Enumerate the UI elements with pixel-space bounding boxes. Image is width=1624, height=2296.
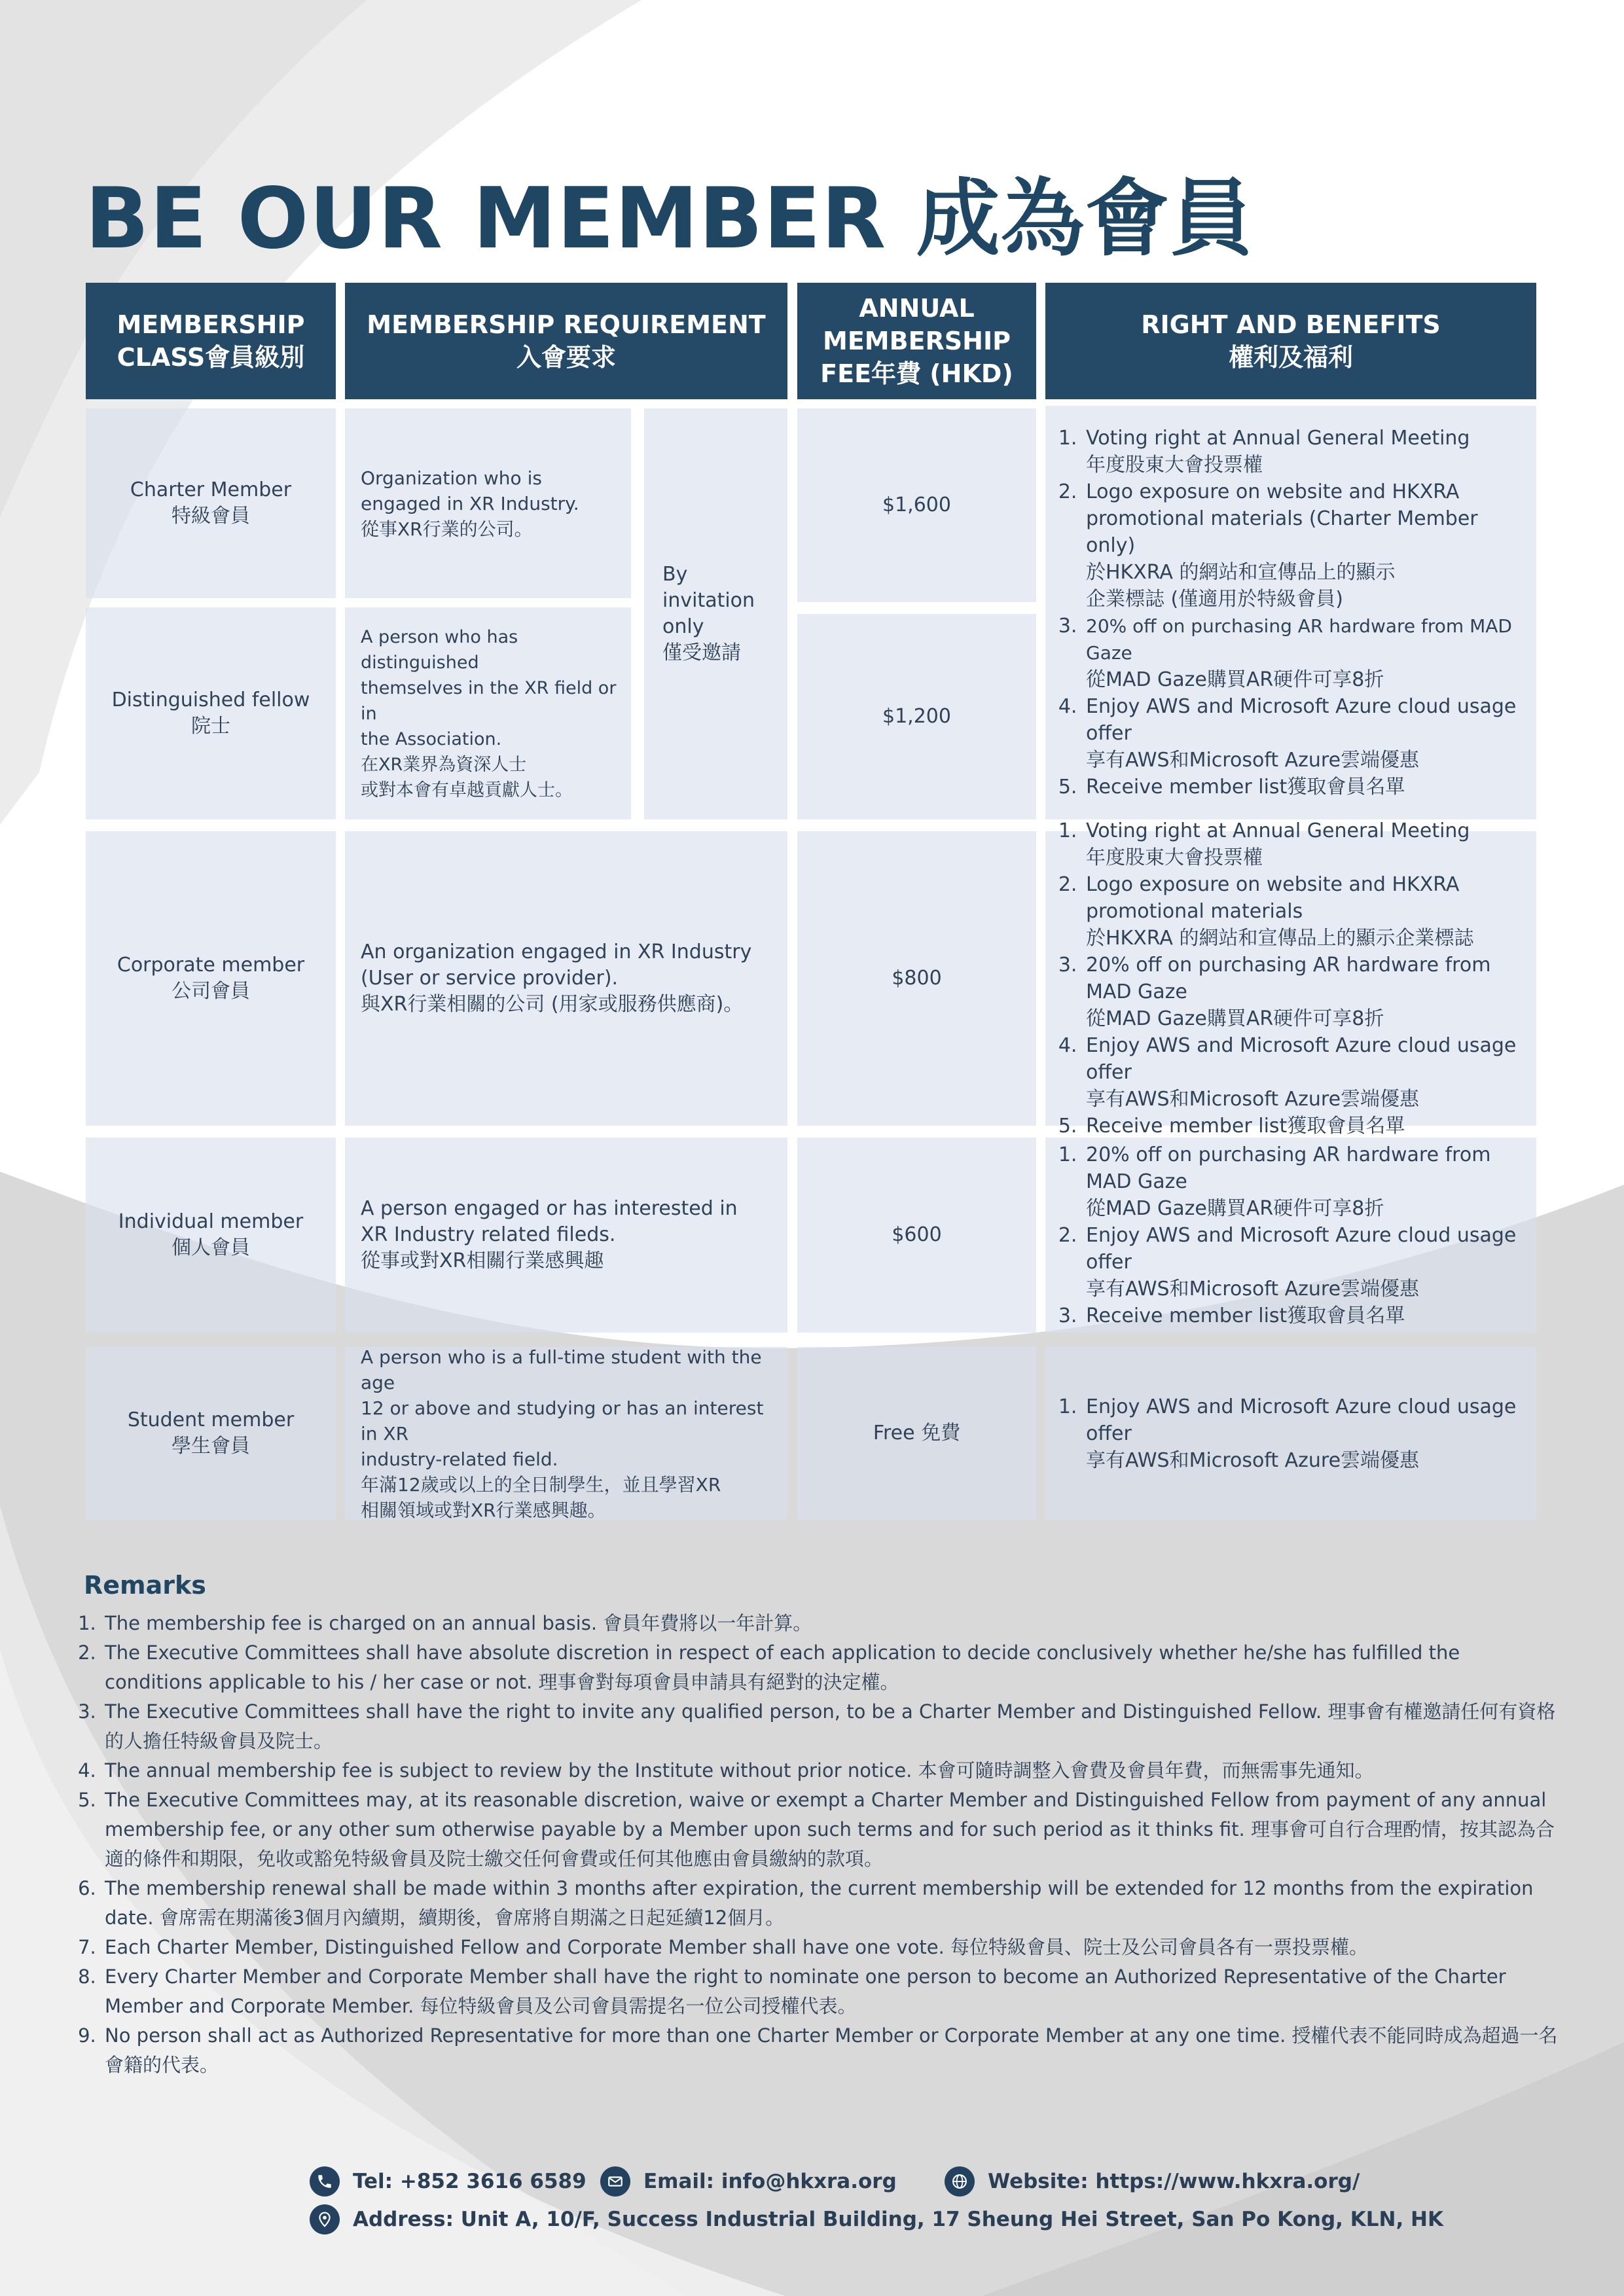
benefit-line: Receive member list獲取會員名單 (1086, 776, 1405, 798)
requirement-cell-individual (345, 1138, 787, 1333)
benefit-line: Enjoy AWS and Microsoft Azure cloud usage offer (1086, 695, 1517, 745)
benefit-item (1083, 1393, 1526, 1474)
benefit-line: 享有AWS和Microsoft Azure雲端優惠 (1086, 1088, 1420, 1111)
class-cell-charter (86, 408, 336, 598)
benefit-item (1083, 1113, 1526, 1139)
benefits-list (1045, 1393, 1526, 1474)
header-text: FEE年費 (HKD) (820, 359, 1013, 388)
fee-cell-individual (797, 1138, 1036, 1333)
email-icon (600, 2166, 630, 2197)
remark-item: 4. The annual membership fee is subject to review by the Institute without prior notice. 本會可隨時調整入會費及會員年費，而無需事先通知。 (102, 1756, 1562, 1785)
benefit-line: Receive member list獲取會員名單 (1086, 1304, 1405, 1327)
requirement-line: the Association. (361, 728, 502, 749)
benefit-line: promotional materials (Charter Member only) (1086, 507, 1478, 557)
benefit-item (1083, 1032, 1526, 1113)
benefit-line: 企業標誌 (僅適用於特級會員) (1086, 588, 1343, 611)
requirement-line: 與XR行業相關的公司 (用家或服務供應商)。 (361, 993, 744, 1016)
remark-item: 8. Every Charter Member and Corporate Member shall have the right to nominate one person to become an Authorized Representative of the Charter Member and Corporate Member. 每位特級會員及公司會員需提名一位公司授權代表。 (102, 1962, 1562, 2021)
benefit-item (1083, 425, 1526, 478)
benefit-line: Enjoy AWS and Microsoft Azure cloud usage offer (1086, 1395, 1517, 1445)
remark-item: 6. The membership renewal shall be made within 3 months after expiration, the current membership will be extended for 12 months from the expiration date. 會席需在期滿後3個月內續期，續期後，會席將自期滿之日起延續12個月。 (102, 1874, 1562, 1933)
class-name: Charter Member (130, 478, 292, 501)
benefit-item (1083, 774, 1526, 800)
class-cell-fellow (86, 607, 336, 819)
header-text: 權利及福利 (1228, 343, 1353, 372)
requirement-line: themselves in the XR field or in (361, 677, 617, 724)
benefit-item (1083, 1302, 1526, 1329)
requirement-line: (User or service provider). (361, 967, 619, 990)
benefit-line: 從MAD Gaze購買AR硬件可享8折 (1086, 668, 1384, 691)
benefit-item (1083, 952, 1526, 1032)
requirement-line: 從事或對XR相關行業感興趣 (361, 1249, 604, 1272)
requirement-line: 12 or above and studying or has an interest in XR (361, 1397, 764, 1444)
header-text: RIGHT AND BENEFITS (1141, 310, 1441, 339)
benefit-item (1083, 693, 1526, 774)
requirement-cell-student (345, 1347, 787, 1520)
contact-address (310, 2204, 1443, 2234)
benefit-line: 年度股東大會投票權 (1086, 454, 1263, 476)
benefit-line: 從MAD Gaze購買AR硬件可享8折 (1086, 1196, 1384, 1220)
requirement-line: XR Industry related fileds. (361, 1223, 616, 1246)
header-membership-class (86, 283, 336, 399)
class-cell-individual (86, 1138, 336, 1333)
fee-value: Free 免費 (873, 1422, 961, 1444)
header-text: MEMBERSHIP REQUIREMENT (367, 310, 766, 339)
invitation-cell (644, 408, 787, 819)
requirement-line: engaged in XR Industry. (361, 492, 579, 514)
requirement-line: A person who has distinguished (361, 626, 518, 673)
remark-item: 3. The Executive Committees shall have the right to invite any qualified person, to be a Charter Member and Distinguished Fellow. 理事會有權邀請任何有資格的人擔任特級會員及院士。 (102, 1697, 1562, 1756)
benefit-item (1083, 613, 1526, 693)
fee-cell-charter (797, 408, 1036, 602)
header-text: MEMBERSHIP (117, 310, 305, 339)
benefit-line: 20% off on purchasing AR hardware from MAD Gaze (1086, 615, 1512, 664)
location-pin-icon (310, 2204, 340, 2234)
benefit-item (1083, 1141, 1526, 1222)
class-name-zh: 學生會員 (171, 1435, 250, 1458)
invitation-line: only (662, 615, 704, 638)
contact-tel[interactable] (310, 2166, 586, 2197)
remarks-heading: Remarks (84, 1571, 206, 1600)
class-cell-student (86, 1347, 336, 1520)
header-text: ANNUAL (859, 294, 975, 323)
fee-cell-student (797, 1347, 1036, 1520)
benefit-item (1083, 871, 1526, 952)
class-name-zh: 院士 (190, 715, 230, 738)
benefit-line: Enjoy AWS and Microsoft Azure cloud usage offer (1086, 1034, 1517, 1084)
class-name-zh: 公司會員 (171, 980, 250, 1003)
benefit-item (1083, 817, 1526, 871)
benefits-cell-individual (1045, 1138, 1536, 1333)
header-text: 入會要求 (516, 343, 616, 372)
fee-cell-fellow (797, 614, 1036, 819)
requirement-line: A person engaged or has interested in (361, 1197, 738, 1220)
requirement-line: Organization who is (361, 467, 542, 489)
benefit-line: 20% off on purchasing AR hardware from MAD Gaze (1086, 1143, 1491, 1193)
benefits-list (1045, 1141, 1526, 1329)
benefit-line: 年度股東大會投票權 (1086, 846, 1263, 869)
benefit-line: 享有AWS和Microsoft Azure雲端優惠 (1086, 1277, 1420, 1300)
requirement-line: An organization engaged in XR Industry (361, 941, 752, 963)
contact-tel-text: Tel: +852 3616 6589 (353, 2170, 586, 2193)
benefit-line: Voting right at Annual General Meeting (1086, 427, 1470, 450)
benefit-line: promotional materials (1086, 900, 1303, 923)
fee-value: $1,200 (882, 705, 951, 728)
header-text: CLASS會員級別 (117, 343, 305, 372)
benefit-line: Voting right at Annual General Meeting (1086, 819, 1470, 842)
class-name: Corporate member (117, 954, 305, 977)
class-name: Distinguished fellow (111, 689, 310, 711)
benefit-line: Enjoy AWS and Microsoft Azure cloud usage offer (1086, 1223, 1517, 1274)
requirement-line: 或對本會有卓越貢獻人士。 (361, 780, 573, 800)
benefits-cell-charter-fellow (1045, 406, 1536, 819)
benefit-item (1083, 1222, 1526, 1302)
requirement-line: 從事XR行業的公司。 (361, 518, 533, 540)
class-name-zh: 個人會員 (171, 1236, 250, 1259)
class-name: Individual member (118, 1210, 304, 1233)
invitation-line: 僅受邀請 (662, 641, 741, 664)
header-membership-requirement (345, 283, 787, 399)
requirement-line: industry-related field. (361, 1448, 558, 1470)
benefit-line: Receive member list獲取會員名單 (1086, 1115, 1405, 1138)
benefits-list (1045, 817, 1526, 1139)
remark-item: 2. The Executive Committees shall have absolute discretion in respect of each application to decide conclusively whether he/she has fulfilled the conditions applicable to his / her case or not. 理事會對每項會員申請具有絕對的決定權。 (102, 1638, 1562, 1697)
benefit-line: Logo exposure on website and HKXRA (1086, 480, 1460, 503)
benefits-list (1045, 425, 1526, 800)
fee-value: $600 (892, 1223, 942, 1246)
benefit-line: 於HKXRA 的網站和宣傳品上的顯示 (1086, 561, 1396, 584)
remark-item: 7. Each Charter Member, Distinguished Fellow and Corporate Member shall have one vote. 每位特級會員、院士及公司會員各有一票投票權。 (102, 1933, 1562, 1962)
requirement-cell-fellow (345, 607, 631, 819)
remark-item: 9. No person shall act as Authorized Representative for more than one Charter Member or Corporate Member at any one time. 授權代表不能同時成為超過一名會籍的代表。 (102, 2021, 1562, 2080)
benefit-line: Logo exposure on website and HKXRA (1086, 873, 1460, 896)
benefit-line: 享有AWS和Microsoft Azure雲端優惠 (1086, 749, 1420, 772)
benefit-item (1083, 478, 1526, 613)
class-name-zh: 特級會員 (171, 505, 250, 528)
benefit-line: 從MAD Gaze購買AR硬件可享8折 (1086, 1007, 1384, 1030)
phone-icon (310, 2166, 340, 2197)
header-annual-fee (797, 283, 1036, 399)
benefit-line: 享有AWS和Microsoft Azure雲端優惠 (1086, 1448, 1420, 1472)
remarks-list (81, 1609, 1562, 2080)
remark-item: 1. The membership fee is charged on an annual basis. 會員年費將以一年計算。 (102, 1609, 1562, 1638)
remark-item: 5. The Executive Committees may, at its reasonable discretion, waive or exempt a Charter Member and Distinguished Fellow from payment of any annual membership fee, or any other sum otherwise payable by a Member upon such terms and for such period as it thinks fit. 理事會可自行合理酌情，按其認為合適的條件和期限，免收或豁免特級會員及院士繳交任何會費或任何其他應由會員繳納的款項。 (102, 1785, 1562, 1874)
requirement-cell-charter (345, 408, 631, 598)
contact-address-text: Address: Unit A, 10/F, Success Industrial Building, 17 Sheung Hei Street, San Po Kong, KLN, HK (353, 2208, 1443, 2231)
fee-value: $1,600 (882, 493, 951, 516)
page-title: BE OUR MEMBER 成為會員 (85, 170, 1254, 268)
globe-icon (945, 2166, 975, 2197)
header-text: MEMBERSHIP (823, 327, 1011, 355)
benefits-cell-corporate (1045, 819, 1536, 1138)
contact-email-text: Email: info@hkxra.org (643, 2170, 897, 2193)
contact-website[interactable] (945, 2166, 1360, 2197)
class-name: Student member (127, 1408, 295, 1431)
requirement-line: 在XR業界為資深人士 (361, 754, 527, 775)
contact-website-text: Website: https://www.hkxra.org/ (988, 2170, 1360, 2193)
contact-email[interactable] (600, 2166, 897, 2197)
fee-value: $800 (892, 967, 942, 990)
requirement-line: 相關領域或對XR行業感興趣。 (361, 1499, 606, 1521)
fee-cell-corporate (797, 831, 1036, 1126)
requirement-cell-corporate (345, 831, 787, 1126)
invitation-line: By invitation (662, 563, 755, 612)
benefit-line: 於HKXRA 的網站和宣傳品上的顯示企業標誌 (1086, 927, 1474, 950)
class-cell-corporate (86, 831, 336, 1126)
requirement-line: A person who is a full-time student with the age (361, 1346, 762, 1393)
header-rights-benefits (1045, 283, 1536, 399)
requirement-line: 年滿12歲或以上的全日制學生，並且學習XR (361, 1473, 721, 1496)
benefits-cell-student (1045, 1347, 1536, 1520)
benefit-line: 20% off on purchasing AR hardware from MAD Gaze (1086, 954, 1491, 1003)
